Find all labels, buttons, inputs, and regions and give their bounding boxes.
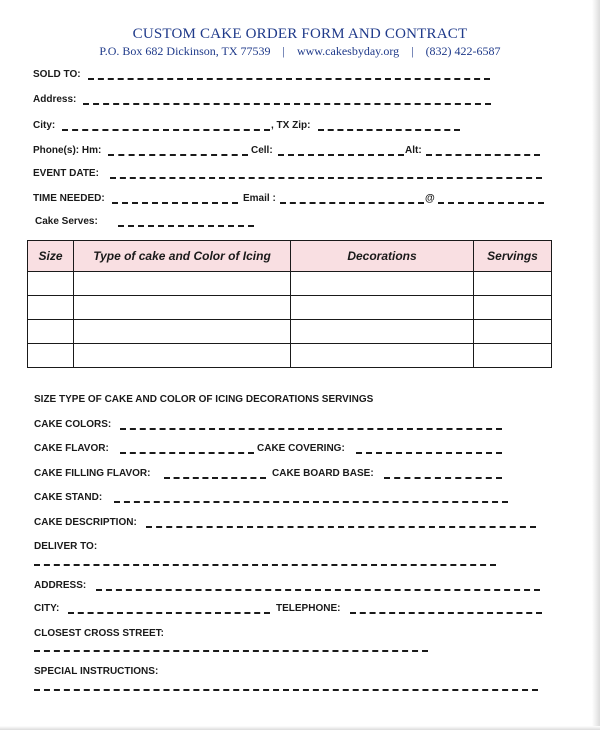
type-cell[interactable] (74, 296, 291, 320)
decorations-cell[interactable] (291, 320, 474, 344)
type-cell[interactable] (74, 344, 291, 368)
cake-serves-label: Cake Serves: (35, 216, 98, 227)
cake-colors-label: CAKE COLORS: (34, 419, 112, 430)
cake-colors-field[interactable] (120, 428, 502, 430)
city-label: City: (33, 120, 56, 131)
cake-description-field[interactable] (146, 526, 536, 528)
page-edge-bottom (0, 726, 600, 730)
cake-description-label: CAKE DESCRIPTION: (34, 517, 137, 528)
cake-covering-field[interactable] (356, 452, 502, 454)
separator: | (411, 44, 414, 58)
time-needed-label: TIME NEEDED: (33, 193, 105, 204)
delivery-address-label: ADDRESS: (34, 580, 87, 591)
event-date-field[interactable] (110, 177, 542, 179)
business-address: P.O. Box 682 Dickinson, TX 77539 (99, 44, 271, 58)
city-field[interactable] (62, 129, 270, 131)
cake-filling-flavor-label: CAKE FILLING FLAVOR: (34, 468, 151, 479)
column-header-size: Size (28, 241, 74, 272)
sold-to-field[interactable] (88, 78, 490, 80)
column-header-decorations: Decorations (291, 241, 474, 272)
telephone-label: TELEPHONE: (276, 603, 341, 614)
delivery-address-field[interactable] (96, 589, 540, 591)
deliver-to-label: DELIVER TO: (34, 541, 98, 552)
column-header-servings: Servings (474, 241, 552, 272)
section-title: SIZE TYPE OF CAKE AND COLOR OF ICING DECORATIONS SERVINGS (34, 394, 374, 405)
contact-line (0, 44, 600, 59)
decorations-cell[interactable] (291, 296, 474, 320)
event-date-label: EVENT DATE: (33, 168, 99, 179)
size-cell[interactable] (28, 272, 74, 296)
website-link: www.cakesbyday.org (296, 44, 400, 58)
deliver-to-field[interactable] (34, 564, 496, 566)
tx-zip-label: , TX Zip: (271, 120, 311, 131)
table-row (28, 296, 552, 320)
closest-cross-street-field[interactable] (34, 650, 428, 652)
alt-phone-field[interactable] (426, 154, 540, 156)
alt-label: Alt: (405, 145, 422, 156)
cake-covering-label: CAKE COVERING: (257, 443, 345, 454)
special-instructions-label: SPECIAL INSTRUCTIONS: (34, 666, 159, 677)
size-cell[interactable] (28, 344, 74, 368)
size-cell[interactable] (28, 296, 74, 320)
form-title: CUSTOM CAKE ORDER FORM AND CONTRACT (132, 26, 468, 42)
address-field[interactable] (83, 103, 491, 105)
delivery-city-label: CITY: (34, 603, 60, 614)
cake-serves-field[interactable] (118, 225, 254, 227)
email-label: Email : (243, 193, 276, 204)
telephone-field[interactable] (350, 612, 542, 614)
type-cell[interactable] (74, 320, 291, 344)
cake-board-base-field[interactable] (384, 477, 502, 479)
servings-cell[interactable] (474, 320, 552, 344)
table-row (28, 272, 552, 296)
business-phone: (832) 422-6587 (425, 44, 501, 58)
table-header-row (28, 241, 552, 272)
phone-home-field[interactable] (108, 154, 248, 156)
cake-filling-flavor-field[interactable] (164, 477, 266, 479)
decorations-cell[interactable] (291, 272, 474, 296)
cell-field[interactable] (278, 154, 404, 156)
address-label: Address: (33, 94, 77, 105)
time-needed-field[interactable] (112, 202, 238, 204)
page-edge-right (592, 0, 600, 730)
column-header-type: Type of cake and Color of Icing (74, 241, 291, 272)
special-instructions-field[interactable] (34, 689, 538, 691)
cell-label: Cell: (251, 145, 273, 156)
delivery-city-field[interactable] (68, 612, 270, 614)
phone-home-label: Phone(s): Hm: (33, 145, 102, 156)
table-row (28, 344, 552, 368)
at-symbol: @ (425, 193, 435, 204)
type-cell[interactable] (74, 272, 291, 296)
servings-cell[interactable] (474, 296, 552, 320)
cake-stand-label: CAKE STAND: (34, 492, 103, 503)
table-row (28, 320, 552, 344)
cake-stand-field[interactable] (114, 501, 508, 503)
separator: | (282, 44, 285, 58)
size-cell[interactable] (28, 320, 74, 344)
closest-cross-street-label: CLOSEST CROSS STREET: (34, 628, 165, 639)
email-user-field[interactable] (280, 202, 424, 204)
cake-board-base-label: CAKE BOARD BASE: (272, 468, 374, 479)
email-domain-field[interactable] (438, 202, 544, 204)
cake-flavor-field[interactable] (120, 452, 254, 454)
zip-field[interactable] (318, 129, 460, 131)
cake-flavor-label: CAKE FLAVOR: (34, 443, 109, 454)
decorations-cell[interactable] (291, 344, 474, 368)
cake-order-table (27, 240, 552, 368)
servings-cell[interactable] (474, 272, 552, 296)
servings-cell[interactable] (474, 344, 552, 368)
sold-to-label: SOLD TO: (33, 69, 81, 80)
